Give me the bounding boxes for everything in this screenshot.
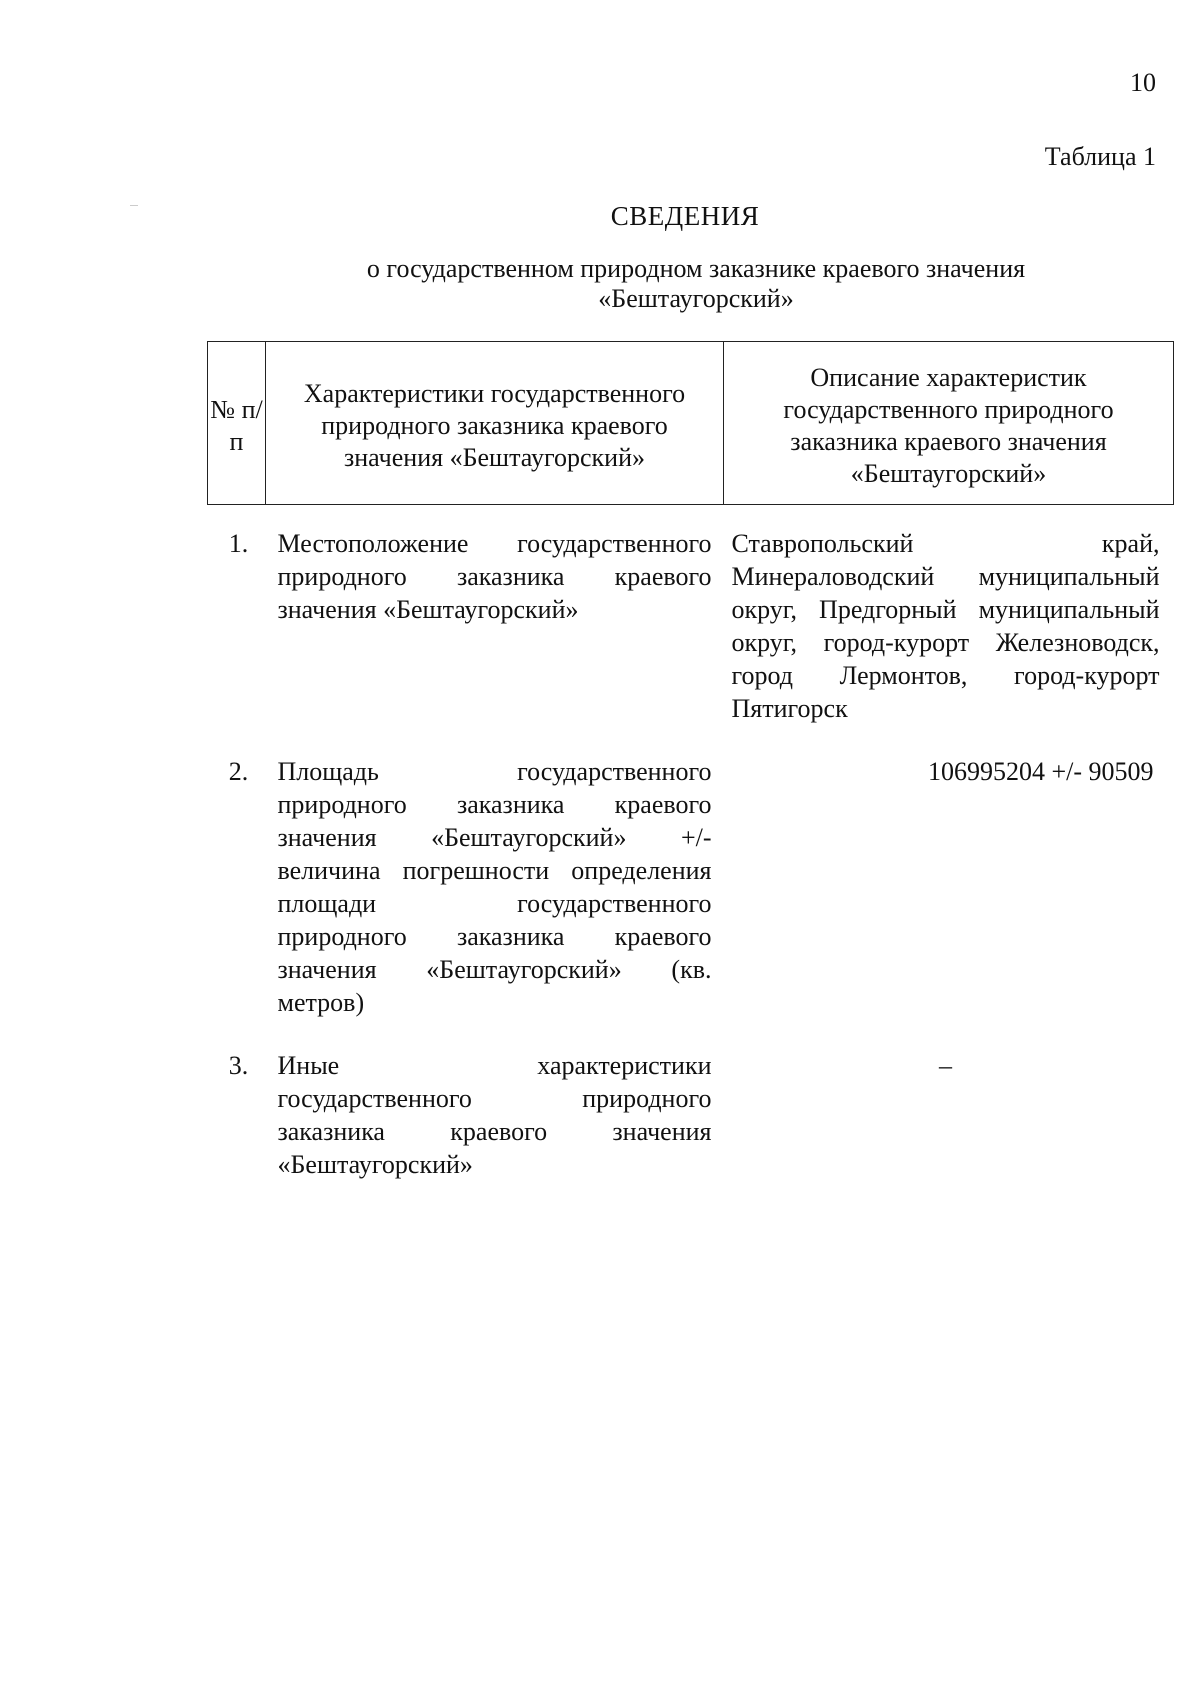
- row-number: 3.: [228, 1051, 249, 1080]
- header-number: № п/п: [208, 342, 266, 505]
- row-description: 106995204 +/- 90509: [927, 757, 1154, 786]
- row-characteristic: Местоположение государственного природного заказника краевого значения «Бештаугорский»: [277, 529, 712, 624]
- row-description: Ставропольский край, Минераловодский муниципальный округ, Предгорный муниципальный округ, город-курорт Железноводск, город Лермонтов, город-курорт Пятигорск: [731, 529, 1160, 723]
- table-row: [208, 505, 1174, 756]
- header-description: Описание характеристик государственного природного заказника краевого значения «Бештаугорский»: [724, 342, 1174, 505]
- row-characteristic: Площадь государственного природного заказника краевого значения «Бештаугорский» +/- величина погрешности определения площади государственного природного заказника краевого значения «Бештаугорский» (кв. метров): [277, 757, 712, 1017]
- header-row: [208, 342, 1174, 505]
- table-body: [208, 505, 1174, 1212]
- document-title: СВЕДЕНИЯ: [610, 201, 760, 231]
- info-table: [207, 341, 1174, 1211]
- row-description: –: [939, 1051, 952, 1080]
- table-row: [208, 1049, 1174, 1211]
- table-header: [208, 342, 1174, 505]
- document-subtitle: о государственном природном заказнике краевого значения «Бештаугорский»: [366, 254, 1026, 313]
- table-row: [208, 755, 1174, 1049]
- row-characteristic: Иные характеристики государственного природного заказника краевого значения «Бештаугорский»: [277, 1051, 712, 1179]
- table-label: Таблица 1: [1044, 142, 1156, 171]
- row-number: 1.: [228, 529, 249, 558]
- page-number: 10: [1130, 68, 1156, 97]
- row-number: 2.: [228, 757, 249, 786]
- header-characteristic: Характеристики государственного природного заказника краевого значения «Бештаугорский»: [266, 342, 724, 505]
